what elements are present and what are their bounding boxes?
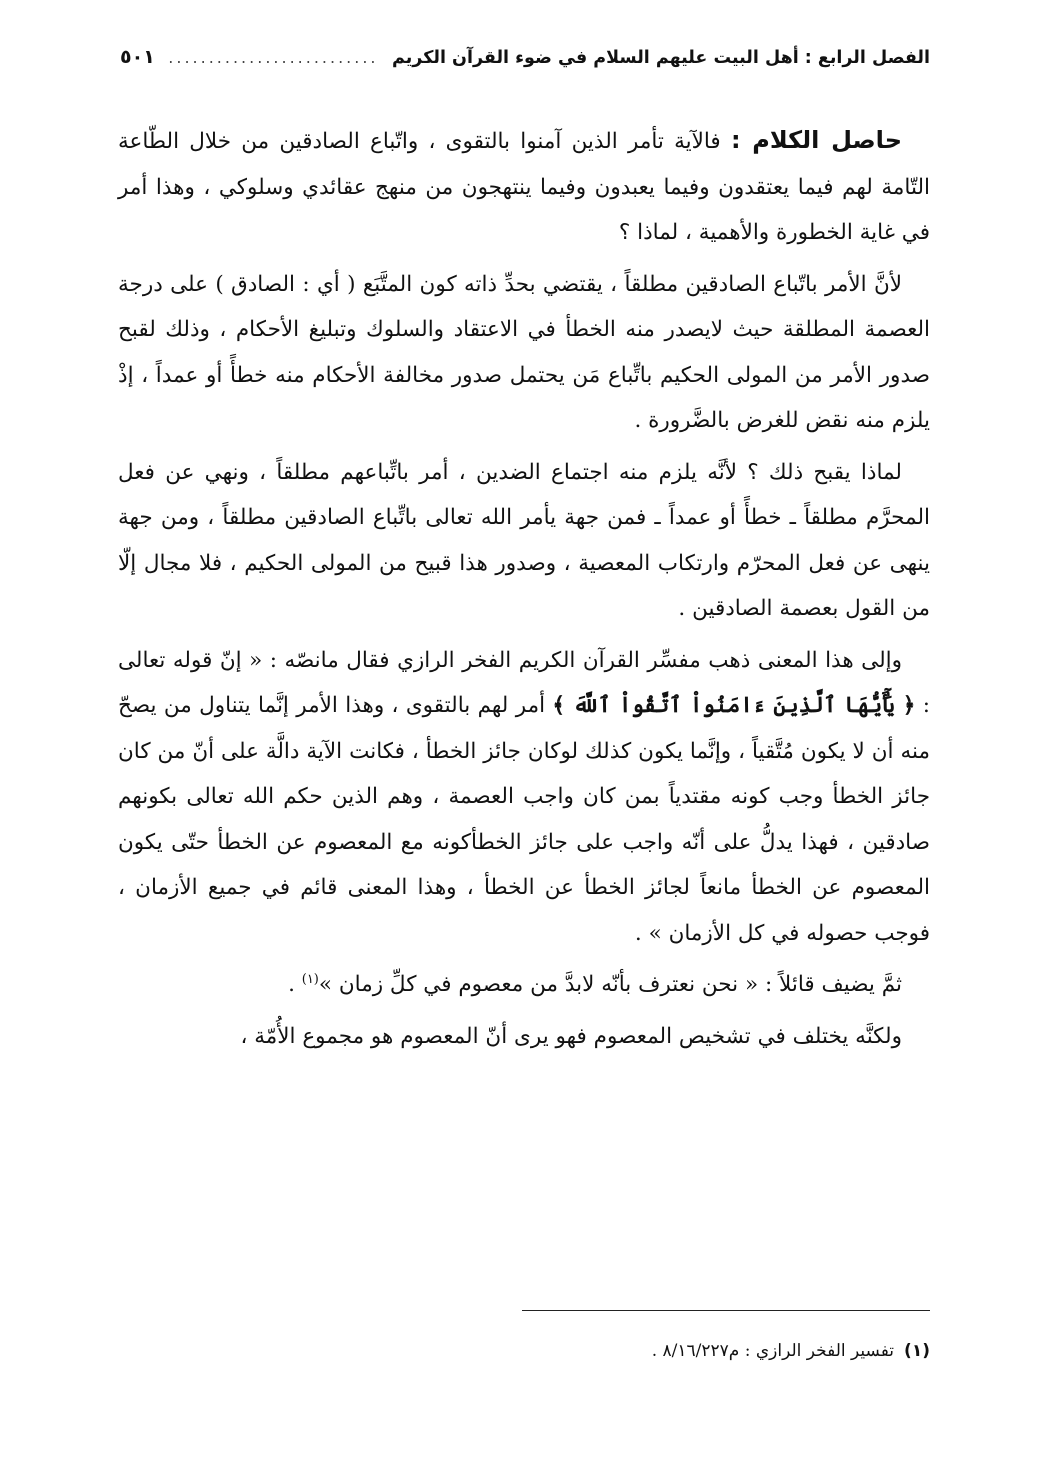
quote-body: أمر لهم بالتقوى ، وهذا الأمر إنَّما يتناول من يصحّ منه أن لا يكون مُتَّقياً ، وإنَّما يكون كذلك لوكان جائز الخطأ ، فكانت الآية دالَّة على أنّ من كان جائز الخطأ وجب كونه مقتدياً بمن كان واجب العصمة ، وهم الذين حكم الله تعالى بكونهم صادقين ، فهذا يدلُّ على أنّه واجب على جائز الخطأكونه مع المعصوم عن الخطأ حتّى يكون المعصوم عن الخطأ مانعاً لجائز الخطأ عن الخطأ ، وهذا المعنى قائم في جميع الأزمان ، فوجب حصوله في كل الأزمان » . <box>118 693 930 946</box>
leader-dots: .......................... <box>168 48 379 67</box>
paragraph-addition <box>118 962 930 1008</box>
footnote-number: (١) <box>904 1341 930 1361</box>
summary-lead: حاصل الكلام : <box>730 126 902 154</box>
main-text <box>118 118 930 1065</box>
footnote-text: تفسير الفخر الرازي : م٨/١٦/٢٢٧ . <box>651 1341 895 1361</box>
footnote <box>118 1336 930 1366</box>
page-number: ٥٠١ <box>120 46 155 68</box>
paragraph-razi-quote <box>118 638 930 957</box>
chapter-title: الفصل الرابع : أهل البيت عليهم السلام في ضوء القرآن الكريم <box>392 48 930 68</box>
paragraph-however: ولكنَّه يختلف في تشخيص المعصوم فهو يرى أنّ المعصوم هو مجموع الأُمّة ، <box>240 1023 902 1049</box>
quran-verse: ﴿ يَٰٓأَيُّهَا ٱلَّذِينَ ءَامَنُواْ ٱتَّقُواْ ٱللَّهَ ﴾ <box>552 693 916 718</box>
footnote-reference[interactable]: (١) <box>301 971 319 987</box>
addition-text: ثمَّ يضيف قائلاً : « نحن نعترف بأنّه لابدَّ من معصوم في كلِّ زمان » <box>318 972 902 997</box>
addition-end: . <box>288 972 302 997</box>
footnote-divider <box>522 1310 930 1311</box>
running-header <box>120 46 930 80</box>
paragraph-summary <box>118 118 930 256</box>
paragraph-why: لماذا يقبح ذلك ؟ لأنَّه يلزم منه اجتماع الضدين ، أمر باتِّباعهم مطلقاً ، ونهي عن فعل المحرَّم مطلقاً ـ خطأً أو عمداً ـ فمن جهة يأمر الله تعالى باتِّباع الصادقين مطلقاً ، ومن جهة ينهى عن فعل المحرّم وارتكاب المعصية ، وصدور هذا قبيح من المولى الحكيم ، فلا مجال إلّا من القول بعصمة الصادقين . <box>118 459 930 621</box>
paragraph-reason: لأنَّ الأمر باتّباع الصادقين مطلقاً ، يقتضي بحدِّ ذاته كون المتَّبَع ( أي : الصادق ) على درجة العصمة المطلقة حيث لايصدر منه الخطأ في الاعتقاد والسلوك وتبليغ الأحكام ، وذلك لقبح صدور الأمر من المولى الحكيم باتِّباع مَن يحتمل صدور مخالفة الأحكام منه خطأً أو عمداً ، إذْ يلزم منه نقض للغرض بالضَّرورة . <box>118 271 930 433</box>
quote-intro: وإلى هذا المعنى ذهب مفسِّر القرآن الكريم الفخر الرازي فقال مانصّه : « إنّ قوله تعالى : <box>118 647 930 718</box>
summary-text: فالآية تأمر الذين آمنوا بالتقوى ، واتّباع الصادقين من خلال الطّاعة التّامة لهم فيما يعتقدون وفيما يعبدون وفيما ينتهجون من منهج عقائدي وسلوكي ، وهذا أمر في غاية الخطورة والأهمية ، لماذا ؟ <box>118 129 930 245</box>
